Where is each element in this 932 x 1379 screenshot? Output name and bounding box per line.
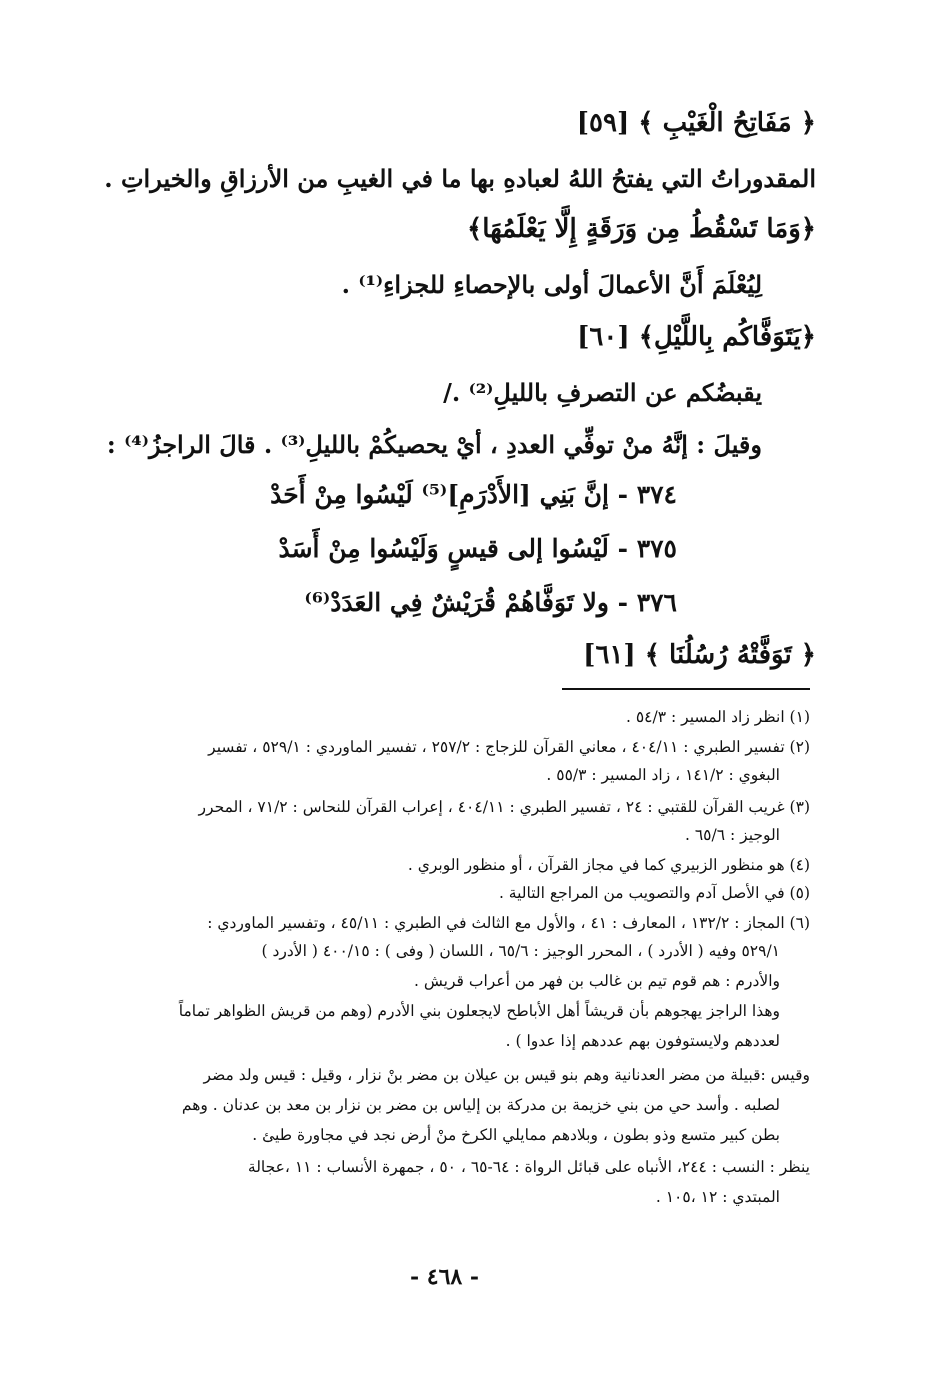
quran-verse-line: ﴿وَمَا تَسْقُطُ مِن وَرَقَةٍ إِلَّا يَعْلَمُهَا﴾ [467,214,816,244]
poem-line-374: ٣٧٤ - إنَّ بَنِي [الأَدْرَمِ]⁽⁵⁾ لَيْسُوا مِنْ أَحَدْ [270,480,677,509]
footnote-3-line-2: الوجيز : ٦٥/٦ . [685,826,780,844]
text-line-3: لِيُعْلَمَ أَنَّ الأعمالَ أولى بالإحصاءِ للجزاءِ⁽¹⁾ . [341,270,762,299]
footnote-6-line-10: المبتدي : ١٢ ،١٠٥ . [655,1188,780,1206]
footnote-6-line-2: ٥٢٩/١ وفيه ( الأدرد ) ، المحرر الوجيز : ٦٥/٦ ، اللسان ( وفى ) : ٤٠٠/١٥ ( الأدرد ) [261,942,780,960]
poem-line-376: ٣٧٦ - ولا تَوَفَّاهُمْ قُرَيْشٌ فِي العَدَدْ⁽⁶⁾ [304,588,677,617]
poem-line-375: ٣٧٥ - لَيْسُوا إلى قيسٍ وَلَيْسُوا مِنْ أَسَدْ [278,534,677,563]
heading-verse-59: ﴿ مَفَاتِحُ الْغَيْبِ ﴾ [٥٩] [576,108,816,138]
text-line-1: المقدوراتُ التي يفتحُ اللهُ لعبادهِ بها ما في الغيبِ من الأرزاقِ والخيراتِ . [104,164,816,193]
footnote-6-line-1: (٦) المجاز : ١٣٢/٢ ، المعارف : ٤١ ، والأول مع الثالث في الطبري : ٤٥/١١ ، وتفسير الماوردي : [207,914,810,932]
footnote-6-line-6: وقيس :قبيلة من مضر العدنانية وهم بنو قيس بن عيلان بن مضر بنْ نزار ، وقيل : قيس ولد مضر [203,1066,810,1084]
footnote-6-line-8: بطن كبير متسع وذو بطون ، وبلادهم ممايلي الكرخ منْ أرض نجد في مجاورة طيئ . [252,1126,780,1144]
footnote-3-line-1: (٣) غريب القرآن للقتبي : ٢٤ ، تفسير الطبري : ٤٠٤/١١ ، إعراب القرآن للنحاس : ٧١/٢ ، المحرر [198,798,810,816]
heading-verse-60: ﴿يَتَوَفَّاكُم بِاللَّيْلِ﴾ [٦٠] [577,322,816,352]
heading-verse-61: ﴿ تَوَفَّتْهُ رُسُلُنَا ﴾ [٦١] [583,640,816,670]
footnote-2-line-2: البغوي : ١٤١/٢ ، زاد المسير : ٥٥/٣ . [546,766,780,784]
footnote-6-line-7: لصلبه . وأسد حي من بني خزيمة بن مدركة بن إلياس بن مضر بن نزار بن معد بن عدنان . وهم [181,1096,780,1114]
footnote-separator [562,688,810,690]
footnote-6-line-9: ينظر : النسب : ٢٤٤، الأنباه على قبائل الرواة : ٦٤-٦٥ ، ٥٠ ، جمهرة الأنساب : ١١ ،عجالة [247,1158,810,1176]
footnote-1: (١) انظر زاد المسير : ٥٤/٣ . [626,708,810,726]
text-line-4: يقبضُكم عن التصرفِ بالليلِ⁽²⁾ ./ [443,378,762,407]
footnote-6-line-3: والأدرم : هم قوم تيم بن غالب بن فهر من أعراب قريش . [414,972,780,990]
page-number: - ٤٦٨ - [410,1264,480,1290]
footnote-4: (٤) هو منظور الزبيري كما في مجاز القرآن ، أو منظور الوبري . [407,856,810,874]
footnote-6-line-4: وهذا الراجز يهجوهم بأن قريشاً أهل الأباطح لايجعلون بني الأدرم (وهم من قريش الظواهر تماماً [178,1002,780,1020]
footnote-2-line-1: (٢) تفسير الطبري : ٤٠٤/١١ ، معاني القرآن للزجاج : ٢٥٧/٢ ، تفسير الماوردي : ٥٢٩/١ ، تفسير [208,738,810,756]
footnote-5: (٥) في الأصل آدم والتصويب من المراجع التالية . [498,884,810,902]
footnote-6-line-5: لعددهم ولايستوفون بهم عددهم إذا عدوا ) . [505,1032,780,1050]
text-line-5: وقيلَ : إنَّهُ منْ توفِّي العددِ ، أيْ يحصيكُمْ بالليلِ⁽³⁾ . قالَ الراجزُ⁽⁴⁾ : [106,430,762,459]
